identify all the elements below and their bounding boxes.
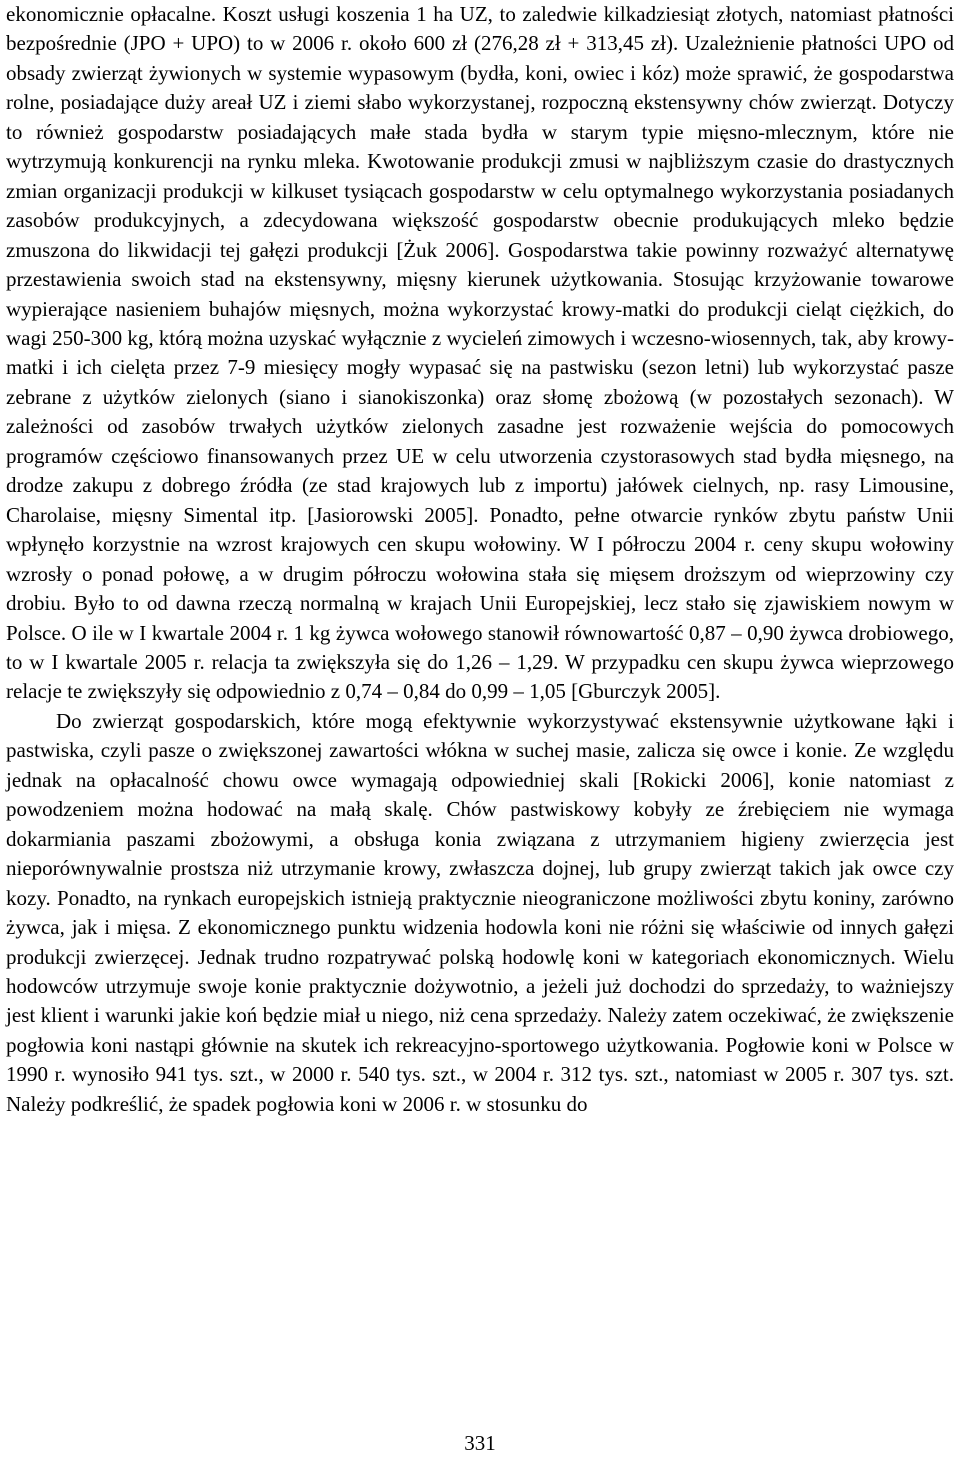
paragraph-1: ekonomicznie opłacalne. Koszt usługi koszenia 1 ha UZ, to zaledwie kilkadziesiąt złotych, natomiast płatności bezpośrednie (JPO + UPO) to w 2006 r. około 600 zł (276,28 zł + 313,45 zł). Uzależnienie płatności UPO od obsady zwierząt żywionych w systemie wypasowym (bydła, koni, owiec i kóz) może sprawić, że gospodarstwa rolne, posiadające duży areał UZ i ziemi słabo wykorzystanej, rozpoczną ekstensywny chów zwierząt. Dotyczy to również gospodarstw posiadających małe stada bydła w starym typie mięsno-mlecznym, które nie wytrzymują konkurencji na rynku mleka. Kwotowanie produkcji zmusi w najbliższym czasie do drastycznych zmian organizacji produkcji w kilkuset tysiącach gospodarstw w celu optymalnego wykorzystania posiadanych zasobów produkcyjnych, a zdecydowana większość gospodarstw obecnie produkujących mleko będzie zmuszona do likwidacji tej gałęzi produkcji [Żuk 2006]. Gospodarstwa takie powinny rozważyć alternatywę przestawienia swoich stad na ekstensywny, mięsny kierunek użytkowania. Stosując krzyżowanie towarowe wypierające nasieniem buhajów mięsnych, można wykorzystać krowy-matki do produkcji cieląt ciężkich, do wagi 250-300 kg, którą można uzyskać wyłącznie z wycieleń zimowych i wczesno-wiosennych, tak, aby krowy-matki i ich cielęta przez 7-9 miesięcy mogły wypasać się na pastwisku (sezon letni) lub wykorzystać pasze zebrane z użytków zielonych (siano i sianokiszonka) oraz słomę zbożową (w pozostałych sezonach). W zależności od zasobów trwałych użytków zielonych zasadne jest rozważenie wejścia do pomocowych programów częściowo finansowanych przez UE w celu utworzenia czystorasowych stad bydła mięsnego, na drodze zakupu z dobrego źródła (ze stad krajowych lub z importu) jałówek cielnych, np. rasy Limousine, Charolaise, mięsny Simental itp. [Jasiorowski 2005]. Ponadto, pełne otwarcie rynków zbytu państw Unii wpłynęło korzystnie na wzrost krajowych cen skupu wołowiny. W I półroczu 2004 r. ceny skupu wołowiny wzrosły o ponad połowę, a w drugim półroczu wołowina stała się mięsem droższym od wieprzowiny czy drobiu. Było to od dawna rzeczą normalną w krajach Unii Europejskiej, lecz stało się zjawiskiem nowym w Polsce. O ile w I kwartale 2004 r. 1 kg żywca wołowego stanowił równowartość 0,87 – 0,90 żywca drobiowego, to w I kwartale 2005 r. relacja ta zwiększyła się do 1,26 – 1,29. W przypadku cen skupu żywca wieprzowego relacje te zwiększyły się odpowiednio z 0,74 – 0,84 do 0,99 – 1,05 [Gburczyk 2005]. xyxy=(6,2,954,704)
paragraph-2: Do zwierząt gospodarskich, które mogą efektywnie wykorzystywać ekstensywnie użytkowane łąki i pastwiska, czyli pasze o zwiększonej zawartości włókna w suchej masie, zalicza się owce i konie. Ze względu jednak na opłacalność chowu owce wymagają odpowiedniej skali [Rokicki 2006], konie natomiast z powodzeniem można hodować na małą skalę. Chów pastwiskowy kobyły ze źrebięciem nie wymaga dokarmiania paszami zbożowymi, a obsługa konia związana z utrzymaniem higieny zwierzęcia jest nieporównywalnie prostsza niż utrzymanie krowy, zwłaszcza dojnej, lub grupy zwierząt takich jak owce czy kozy. Ponadto, na rynkach europejskich istnieją praktycznie nieograniczone możliwości zbytu koniny, zarówno żywca, jak i mięsa. Z ekonomicznego punktu widzenia hodowla koni nie różni się właściwie od innych gałęzi produkcji zwierzęcej. Jednak trudno rozpatrywać polską hodowlę koni w kategoriach ekonomicznych. Wielu hodowców utrzymuje swoje konie praktycznie dożywotnio, a jeżeli już dochodzi do sprzedaży, to ważniejszy jest klient i warunki jakie koń będzie miał u niego, niż cena sprzedaży. Należy zatem oczekiwać, że zwiększenie pogłowia koni nastąpi głównie na skutek ich rekreacyjno-sportowego użytkowania. Pogłowie koni w Polsce w 1990 r. wynosiło 941 tys. szt., w 2000 r. 540 tys. szt., w 2004 r. 312 tys. szt., natomiast w 2005 r. 307 tys. szt. Należy podkreślić, że spadek pogłowia koni w 2006 r. w stosunku do xyxy=(6,708,954,1116)
document-page xyxy=(6,0,954,1460)
body-text xyxy=(6,0,954,1119)
page-number: 331 xyxy=(464,1431,496,1455)
